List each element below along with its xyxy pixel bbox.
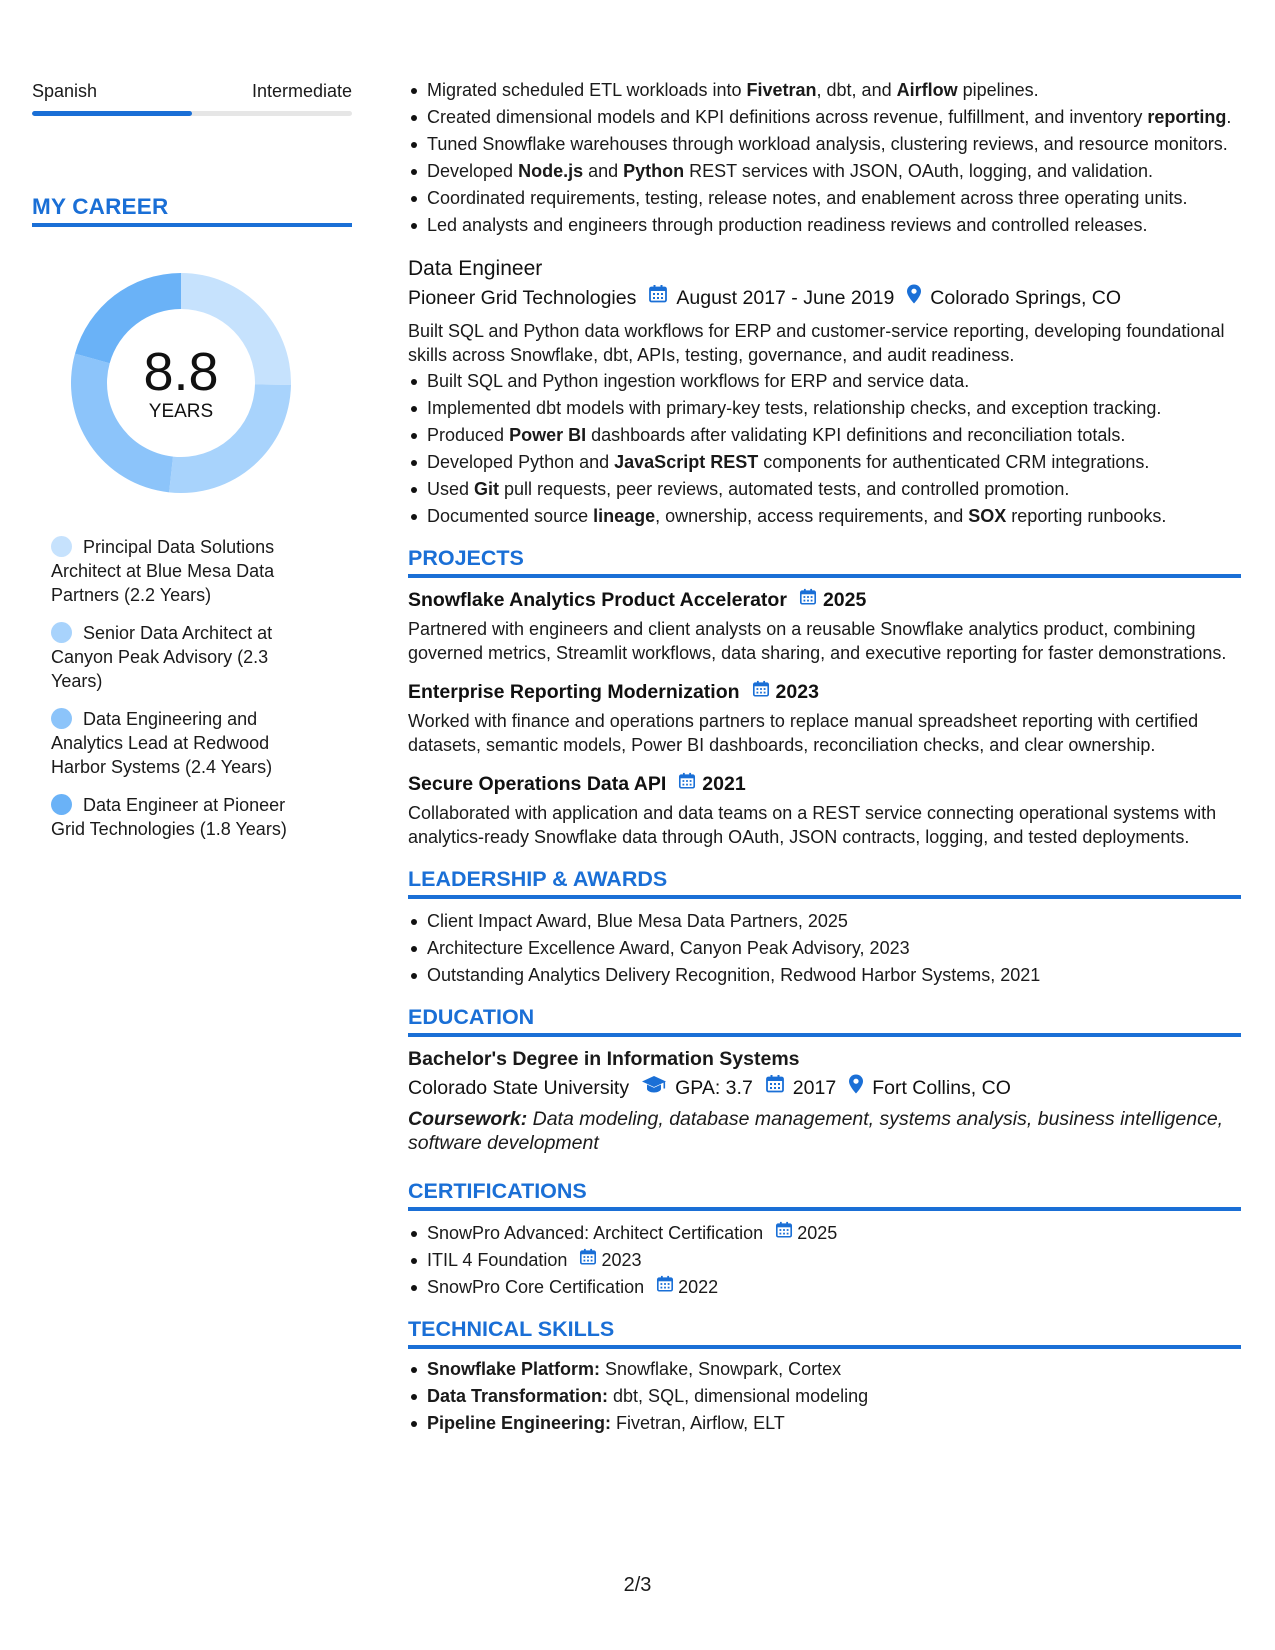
bullet-item: Created dimensional models and KPI definitions across revenue, fulfillment, and inventory reporting. bbox=[408, 105, 1241, 129]
job-summary: Built SQL and Python data workflows for ERP and customer-service reporting, developing foundational skills across Snowflake, dbt, APIs, testing, governance, and audit readiness. bbox=[408, 321, 1225, 365]
bold-keyword: JavaScript REST bbox=[614, 452, 759, 472]
language-name: Spanish bbox=[32, 81, 98, 101]
job-company: Pioneer Grid Technologies bbox=[408, 287, 637, 309]
calendar-icon bbox=[765, 1073, 785, 1103]
coursework-text: Data modeling, database management, systems analysis, business intelligence, software development bbox=[408, 1108, 1224, 1154]
bold-keyword: Node.js bbox=[518, 161, 584, 181]
bullet-item: Documented source lineage, ownership, access requirements, and SOX reporting runbooks. bbox=[408, 504, 1241, 528]
projects-heading: PROJECTS bbox=[408, 544, 1241, 578]
certifications-list bbox=[408, 1221, 1241, 1299]
map-pin-icon bbox=[848, 1073, 864, 1103]
calendar-icon bbox=[752, 678, 770, 706]
legend-dot bbox=[51, 794, 72, 815]
page-number: 2/3 bbox=[623, 1574, 652, 1596]
skill-values: Snowflake, Snowpark, Cortex bbox=[600, 1359, 842, 1379]
award-item: Client Impact Award, Blue Mesa Data Partners, 2025 bbox=[408, 909, 1241, 933]
legend-label: Data Engineer at Pioneer Grid Technologies (1.8 Years) bbox=[51, 795, 287, 839]
calendar-icon bbox=[799, 586, 817, 614]
bold-keyword: Fivetran bbox=[746, 80, 817, 100]
bullet-item: Migrated scheduled ETL workloads into Fivetran, dbt, and Airflow pipelines. bbox=[408, 78, 1241, 102]
project-entry bbox=[408, 770, 1241, 849]
legend-item bbox=[51, 535, 311, 607]
awards-list bbox=[408, 909, 1241, 987]
career-total-unit: YEARS bbox=[148, 401, 214, 422]
bullet-item: Built SQL and Python ingestion workflows for ERP and service data. bbox=[408, 369, 1241, 393]
certifications-heading: CERTIFICATIONS bbox=[408, 1177, 1241, 1211]
language-proficiency-bar bbox=[32, 111, 352, 116]
project-description: Worked with finance and operations partners to replace manual spreadsheet reporting with certified datasets, semantic models, Power BI dashboards, reconciliation checks, and clear ownership. bbox=[408, 711, 1199, 755]
project-name: Snowflake Analytics Product Accelerator bbox=[408, 589, 787, 611]
graduation-cap-icon bbox=[641, 1073, 667, 1103]
career-donut-chart bbox=[65, 267, 297, 499]
job-meta bbox=[408, 283, 1241, 313]
project-year: 2023 bbox=[775, 681, 819, 703]
job-title: Data Engineer bbox=[408, 257, 543, 280]
award-item: Outstanding Analytics Delivery Recognition, Redwood Harbor Systems, 2021 bbox=[408, 963, 1241, 987]
bold-keyword: lineage bbox=[593, 506, 656, 526]
skill-category: Data Transformation: bbox=[427, 1386, 609, 1406]
job-dates: August 2017 - June 2019 bbox=[676, 287, 895, 309]
education-degree: Bachelor's Degree in Information Systems bbox=[408, 1048, 800, 1070]
project-title bbox=[408, 770, 1241, 798]
education-school: Colorado State University bbox=[408, 1077, 630, 1099]
bold-keyword: Git bbox=[474, 479, 500, 499]
legend-dot bbox=[51, 536, 72, 557]
legend-item bbox=[51, 621, 311, 693]
calendar-icon bbox=[775, 1221, 793, 1245]
education-gpa: GPA: 3.7 bbox=[675, 1077, 753, 1099]
bullet-item: Used Git pull requests, peer reviews, automated tests, and controlled promotion. bbox=[408, 477, 1241, 501]
coursework-label: Coursework: bbox=[408, 1108, 528, 1130]
bullet-item: Tuned Snowflake warehouses through workload analysis, clustering reviews, and resource monitors. bbox=[408, 132, 1241, 156]
main-content bbox=[408, 78, 1241, 1438]
project-year: 2021 bbox=[702, 773, 746, 795]
project-entry bbox=[408, 586, 1241, 665]
bold-keyword: Python bbox=[623, 161, 685, 181]
skills-list bbox=[408, 1357, 1241, 1435]
certification-line bbox=[427, 1275, 718, 1299]
bullet-item: Implemented dbt models with primary-key tests, relationship checks, and exception tracking. bbox=[408, 396, 1241, 420]
legend-label: Data Engineering and Analytics Lead at Redwood Harbor Systems (2.4 Years) bbox=[51, 709, 273, 777]
project-entry bbox=[408, 678, 1241, 757]
legend-item bbox=[51, 793, 311, 841]
skill-item bbox=[408, 1411, 1241, 1435]
legend-item bbox=[51, 707, 311, 779]
skills-heading: TECHNICAL SKILLS bbox=[408, 1315, 1241, 1349]
experience-bullets-continued bbox=[408, 78, 1241, 237]
certification-year: 2022 bbox=[678, 1277, 719, 1297]
bold-keyword: SOX bbox=[968, 506, 1007, 526]
bullet-item: Produced Power BI dashboards after validating KPI definitions and reconciliation totals. bbox=[408, 423, 1241, 447]
award-item: Architecture Excellence Award, Canyon Peak Advisory, 2023 bbox=[408, 936, 1241, 960]
language-level: Intermediate bbox=[251, 81, 352, 101]
skill-item bbox=[408, 1357, 1241, 1381]
skill-category: Pipeline Engineering: bbox=[427, 1413, 612, 1433]
awards-heading: LEADERSHIP & AWARDS bbox=[408, 865, 1241, 899]
language-proficiency-fill bbox=[32, 111, 192, 116]
bullet-item: Developed Python and JavaScript REST components for authenticated CRM integrations. bbox=[408, 450, 1241, 474]
education-entry bbox=[408, 1045, 1241, 1155]
bold-keyword: reporting bbox=[1147, 107, 1227, 127]
bullet-item: Led analysts and engineers through production readiness reviews and controlled releases. bbox=[408, 213, 1241, 237]
career-heading: MY CAREER bbox=[32, 194, 352, 227]
skill-values: Fivetran, Airflow, ELT bbox=[611, 1413, 785, 1433]
certification-item bbox=[408, 1248, 1241, 1272]
education-heading: EDUCATION bbox=[408, 1003, 1241, 1037]
education-meta bbox=[408, 1073, 1241, 1103]
legend-label: Senior Data Architect at Canyon Peak Advisory (2.3 Years) bbox=[51, 623, 273, 691]
career-legend bbox=[51, 535, 311, 841]
skill-category: Snowflake Platform: bbox=[427, 1359, 601, 1379]
donut-center bbox=[65, 267, 297, 499]
legend-dot bbox=[51, 708, 72, 729]
sidebar bbox=[32, 78, 352, 855]
education-year: 2017 bbox=[792, 1077, 837, 1099]
career-total-years: 8.8 bbox=[143, 342, 219, 402]
certification-item bbox=[408, 1221, 1241, 1245]
certification-line bbox=[427, 1248, 641, 1272]
project-title bbox=[408, 586, 1241, 614]
certification-name: ITIL 4 Foundation bbox=[427, 1250, 568, 1270]
education-location: Fort Collins, CO bbox=[872, 1077, 1011, 1099]
bold-keyword: Airflow bbox=[896, 80, 958, 100]
project-year: 2025 bbox=[822, 589, 867, 611]
calendar-icon bbox=[579, 1248, 597, 1272]
map-pin-icon bbox=[906, 283, 922, 313]
project-description: Collaborated with application and data teams on a REST service connecting operational systems with analytics-ready Snowflake data through OAuth, JSON contracts, logging, and tested deployments. bbox=[408, 803, 1217, 847]
certification-name: SnowPro Core Certification bbox=[427, 1277, 645, 1297]
certification-item bbox=[408, 1275, 1241, 1299]
certification-year: 2025 bbox=[797, 1223, 838, 1243]
project-description: Partnered with engineers and client analysts on a reusable Snowflake analytics product, combining governed metrics, Streamlit workflows, data sharing, and executive reporting for faster demonstrations. bbox=[408, 619, 1227, 663]
certification-year: 2023 bbox=[601, 1250, 642, 1270]
bullet-item: Coordinated requirements, testing, release notes, and enablement across three operating units. bbox=[408, 186, 1241, 210]
job-location: Colorado Springs, CO bbox=[930, 287, 1122, 309]
legend-dot bbox=[51, 622, 72, 643]
skill-values: dbt, SQL, dimensional modeling bbox=[608, 1386, 869, 1406]
bullet-item: Developed Node.js and Python REST services with JSON, OAuth, logging, and validation. bbox=[408, 159, 1241, 183]
calendar-icon bbox=[648, 283, 668, 313]
education-coursework bbox=[408, 1107, 1241, 1155]
bold-keyword: Power BI bbox=[509, 425, 587, 445]
project-name: Secure Operations Data API bbox=[408, 773, 667, 795]
job-bullets bbox=[408, 369, 1241, 528]
projects-list bbox=[408, 586, 1241, 849]
project-name: Enterprise Reporting Modernization bbox=[408, 681, 740, 703]
language-row bbox=[32, 78, 352, 104]
certification-name: SnowPro Advanced: Architect Certification bbox=[427, 1223, 764, 1243]
certification-line bbox=[427, 1221, 837, 1245]
skill-item bbox=[408, 1384, 1241, 1408]
legend-label: Principal Data Solutions Architect at Blue Mesa Data Partners (2.2 Years) bbox=[51, 537, 275, 605]
calendar-icon bbox=[678, 770, 696, 798]
project-title bbox=[408, 678, 1241, 706]
calendar-icon bbox=[656, 1275, 674, 1299]
